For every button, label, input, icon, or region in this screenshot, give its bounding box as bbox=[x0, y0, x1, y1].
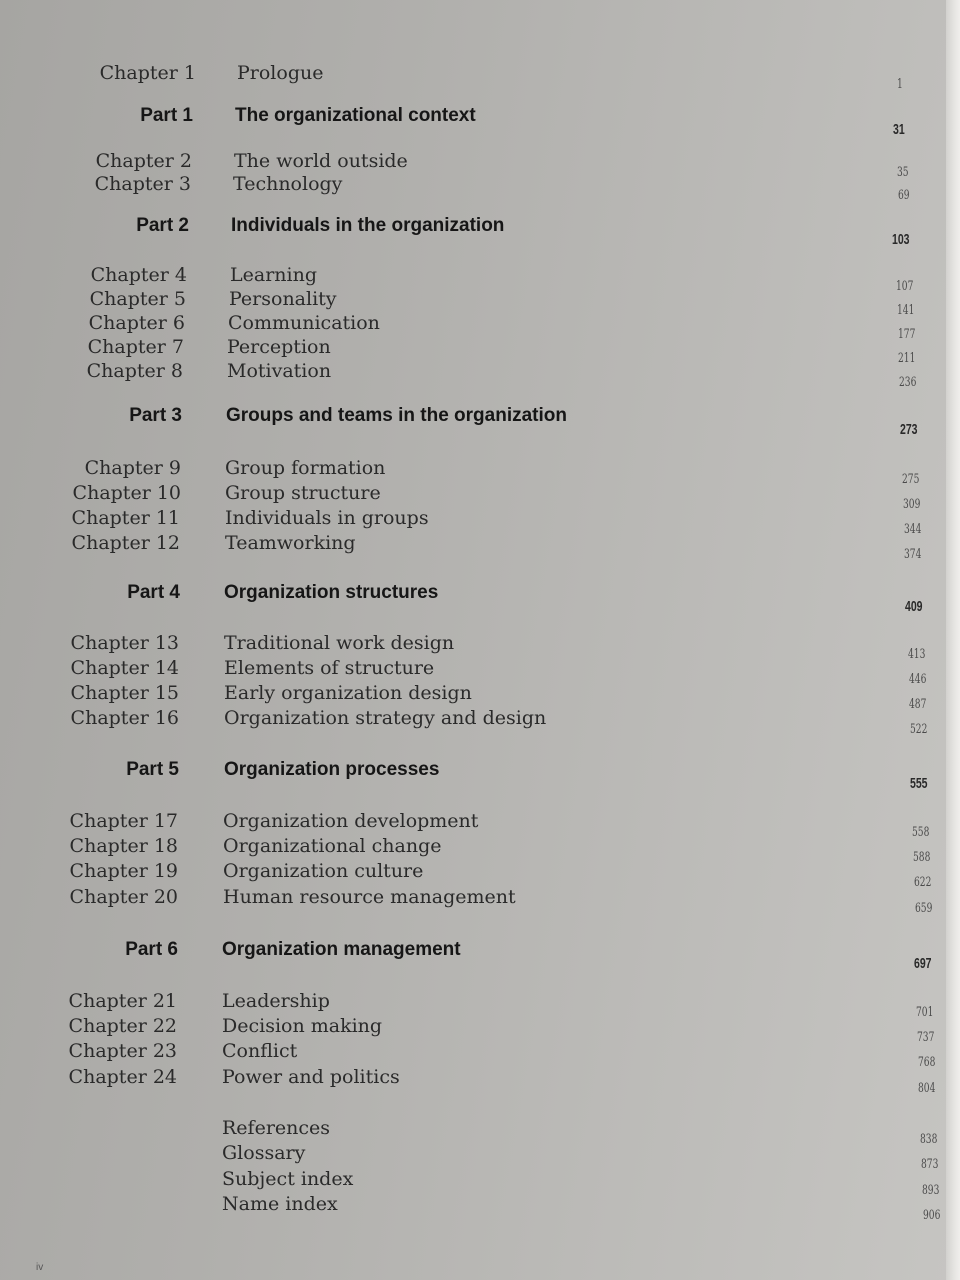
chapter-label: Chapter 10 bbox=[72, 482, 181, 504]
chapter-label: Chapter 5 bbox=[89, 288, 186, 310]
page-number: 309 bbox=[903, 497, 921, 512]
part-label: Part 6 bbox=[125, 939, 178, 960]
page-number: 273 bbox=[900, 421, 918, 438]
part-title: Individuals in the organization bbox=[231, 215, 505, 236]
chapter-title: The world outside bbox=[234, 150, 408, 172]
toc-chapter-row bbox=[0, 884, 960, 916]
chapter-label: Chapter 2 bbox=[95, 150, 192, 172]
part-title: Organization processes bbox=[224, 759, 440, 780]
page-number: 558 bbox=[912, 825, 930, 840]
chapter-label: Chapter 7 bbox=[87, 336, 184, 358]
chapter-title: Technology bbox=[233, 173, 343, 195]
chapter-label: Chapter 22 bbox=[68, 1015, 177, 1037]
chapter-label: Chapter 8 bbox=[86, 360, 183, 382]
page-number: 177 bbox=[898, 327, 916, 342]
chapter-label: Chapter 12 bbox=[71, 532, 180, 554]
page-number: 697 bbox=[914, 955, 932, 972]
part-label: Part 2 bbox=[136, 215, 189, 236]
chapter-title: Power and politics bbox=[222, 1066, 400, 1088]
part-label: Part 3 bbox=[129, 405, 182, 426]
toc-chapter-row bbox=[0, 988, 960, 1020]
chapter-title: Personality bbox=[229, 288, 337, 310]
toc-chapter-row bbox=[0, 334, 960, 366]
chapter-label: Chapter 9 bbox=[84, 457, 181, 479]
page-number: 555 bbox=[910, 775, 928, 792]
chapter-label: Chapter 13 bbox=[70, 632, 179, 654]
toc-chapter-row bbox=[0, 171, 960, 203]
chapter-title: Organizational change bbox=[223, 835, 442, 857]
backmatter-title: References bbox=[222, 1117, 331, 1139]
chapter-label: Chapter 1 bbox=[99, 62, 196, 84]
page-number: 893 bbox=[922, 1183, 940, 1198]
page-number: 141 bbox=[897, 303, 915, 318]
chapter-title: Decision making bbox=[222, 1015, 383, 1037]
toc-part-row bbox=[0, 580, 960, 615]
page-number: 804 bbox=[918, 1081, 936, 1096]
chapter-label: Chapter 21 bbox=[68, 990, 177, 1012]
page-number: 906 bbox=[923, 1208, 941, 1223]
chapter-label: Chapter 3 bbox=[94, 173, 191, 195]
chapter-title: Elements of structure bbox=[224, 657, 435, 679]
chapter-label: Chapter 4 bbox=[90, 264, 187, 286]
toc-part-row bbox=[0, 937, 960, 972]
chapter-title: Individuals in groups bbox=[225, 507, 429, 529]
chapter-label: Chapter 16 bbox=[70, 707, 179, 729]
toc-chapter-row bbox=[0, 1038, 960, 1070]
toc-backmatter-row bbox=[0, 1166, 960, 1198]
chapter-label: Chapter 14 bbox=[70, 657, 179, 679]
page-number: 103 bbox=[892, 231, 910, 248]
chapter-label: Chapter 17 bbox=[69, 810, 178, 832]
toc-backmatter-row bbox=[0, 1115, 960, 1147]
page-number: 409 bbox=[905, 598, 923, 615]
part-label: Part 1 bbox=[140, 105, 193, 126]
chapter-title: Group structure bbox=[225, 482, 381, 504]
chapter-title: Motivation bbox=[227, 360, 332, 382]
toc-chapter-row bbox=[0, 630, 960, 662]
toc-chapter-row bbox=[0, 655, 960, 687]
chapter-title: Organization development bbox=[223, 810, 479, 832]
page-number: 701 bbox=[916, 1005, 934, 1020]
chapter-label: Chapter 11 bbox=[71, 507, 180, 529]
toc-chapter-row bbox=[0, 505, 960, 537]
part-title: Organization structures bbox=[224, 582, 439, 603]
page-number: 69 bbox=[898, 188, 910, 203]
toc-part-row bbox=[0, 103, 960, 138]
part-title: Organization management bbox=[222, 939, 461, 960]
page-number: 487 bbox=[909, 697, 927, 712]
toc-chapter-row bbox=[0, 310, 960, 342]
toc-chapter-row bbox=[0, 286, 960, 318]
chapter-title: Teamworking bbox=[225, 532, 356, 554]
chapter-label: Chapter 20 bbox=[69, 886, 178, 908]
toc-chapter-row bbox=[0, 455, 960, 487]
chapter-title: Perception bbox=[227, 336, 331, 358]
page-number: 873 bbox=[921, 1157, 939, 1172]
page-folio: iv bbox=[36, 1262, 44, 1273]
page-number: 31 bbox=[893, 121, 905, 138]
part-title: The organizational context bbox=[235, 105, 476, 126]
page-number: 659 bbox=[915, 901, 933, 916]
page-number: 107 bbox=[896, 279, 914, 294]
chapter-title: Traditional work design bbox=[224, 632, 455, 654]
page-number: 344 bbox=[904, 522, 922, 537]
chapter-title: Leadership bbox=[222, 990, 330, 1012]
page-number: 446 bbox=[909, 672, 927, 687]
page-number: 522 bbox=[910, 722, 928, 737]
page-number: 768 bbox=[918, 1055, 936, 1070]
chapter-title: Prologue bbox=[237, 62, 324, 84]
chapter-title: Conflict bbox=[222, 1040, 298, 1062]
toc-part-row bbox=[0, 403, 960, 438]
chapter-label: Chapter 15 bbox=[70, 682, 179, 704]
toc-chapter-row bbox=[0, 705, 960, 737]
page-number: 1 bbox=[897, 77, 903, 92]
toc-chapter-row bbox=[0, 808, 960, 840]
page-number: 211 bbox=[898, 351, 916, 366]
page-number: 413 bbox=[908, 647, 926, 662]
backmatter-title: Subject index bbox=[222, 1168, 354, 1190]
chapter-label: Chapter 19 bbox=[69, 860, 178, 882]
chapter-title: Human resource management bbox=[223, 886, 516, 908]
page-number: 622 bbox=[914, 875, 932, 890]
part-label: Part 4 bbox=[127, 582, 180, 603]
chapter-title: Early organization design bbox=[224, 682, 472, 704]
page-number: 275 bbox=[902, 472, 920, 487]
chapter-label: Chapter 6 bbox=[88, 312, 185, 334]
toc-chapter-row bbox=[0, 358, 960, 390]
chapter-title: Learning bbox=[230, 264, 317, 286]
page-number: 737 bbox=[917, 1030, 935, 1045]
toc-chapter-row bbox=[0, 530, 960, 562]
chapter-title: Communication bbox=[228, 312, 380, 334]
part-label: Part 5 bbox=[126, 759, 179, 780]
page-number: 588 bbox=[913, 850, 931, 865]
toc-backmatter-row bbox=[0, 1191, 960, 1223]
chapter-label: Chapter 24 bbox=[68, 1066, 177, 1088]
chapter-title: Organization strategy and design bbox=[224, 707, 547, 729]
page-number: 236 bbox=[899, 375, 917, 390]
backmatter-title: Name index bbox=[222, 1193, 338, 1215]
toc-chapter-row bbox=[0, 60, 960, 92]
toc-chapter-row bbox=[0, 680, 960, 712]
page-number: 838 bbox=[920, 1132, 938, 1147]
page-number: 35 bbox=[897, 165, 909, 180]
toc-chapter-row bbox=[0, 480, 960, 512]
page-number: 374 bbox=[904, 547, 922, 562]
toc-chapter-row bbox=[0, 833, 960, 865]
chapter-title: Group formation bbox=[225, 457, 386, 479]
toc-backmatter-row bbox=[0, 1140, 960, 1172]
toc-chapter-row bbox=[0, 262, 960, 294]
toc-chapter-row bbox=[0, 858, 960, 890]
chapter-label: Chapter 23 bbox=[68, 1040, 177, 1062]
chapter-title: Organization culture bbox=[223, 860, 424, 882]
toc-chapter-row bbox=[0, 1013, 960, 1045]
chapter-label: Chapter 18 bbox=[69, 835, 178, 857]
toc-part-row bbox=[0, 757, 960, 792]
toc-part-row bbox=[0, 213, 960, 248]
toc-chapter-row bbox=[0, 1064, 960, 1096]
part-title: Groups and teams in the organization bbox=[226, 405, 567, 426]
backmatter-title: Glossary bbox=[222, 1142, 306, 1164]
